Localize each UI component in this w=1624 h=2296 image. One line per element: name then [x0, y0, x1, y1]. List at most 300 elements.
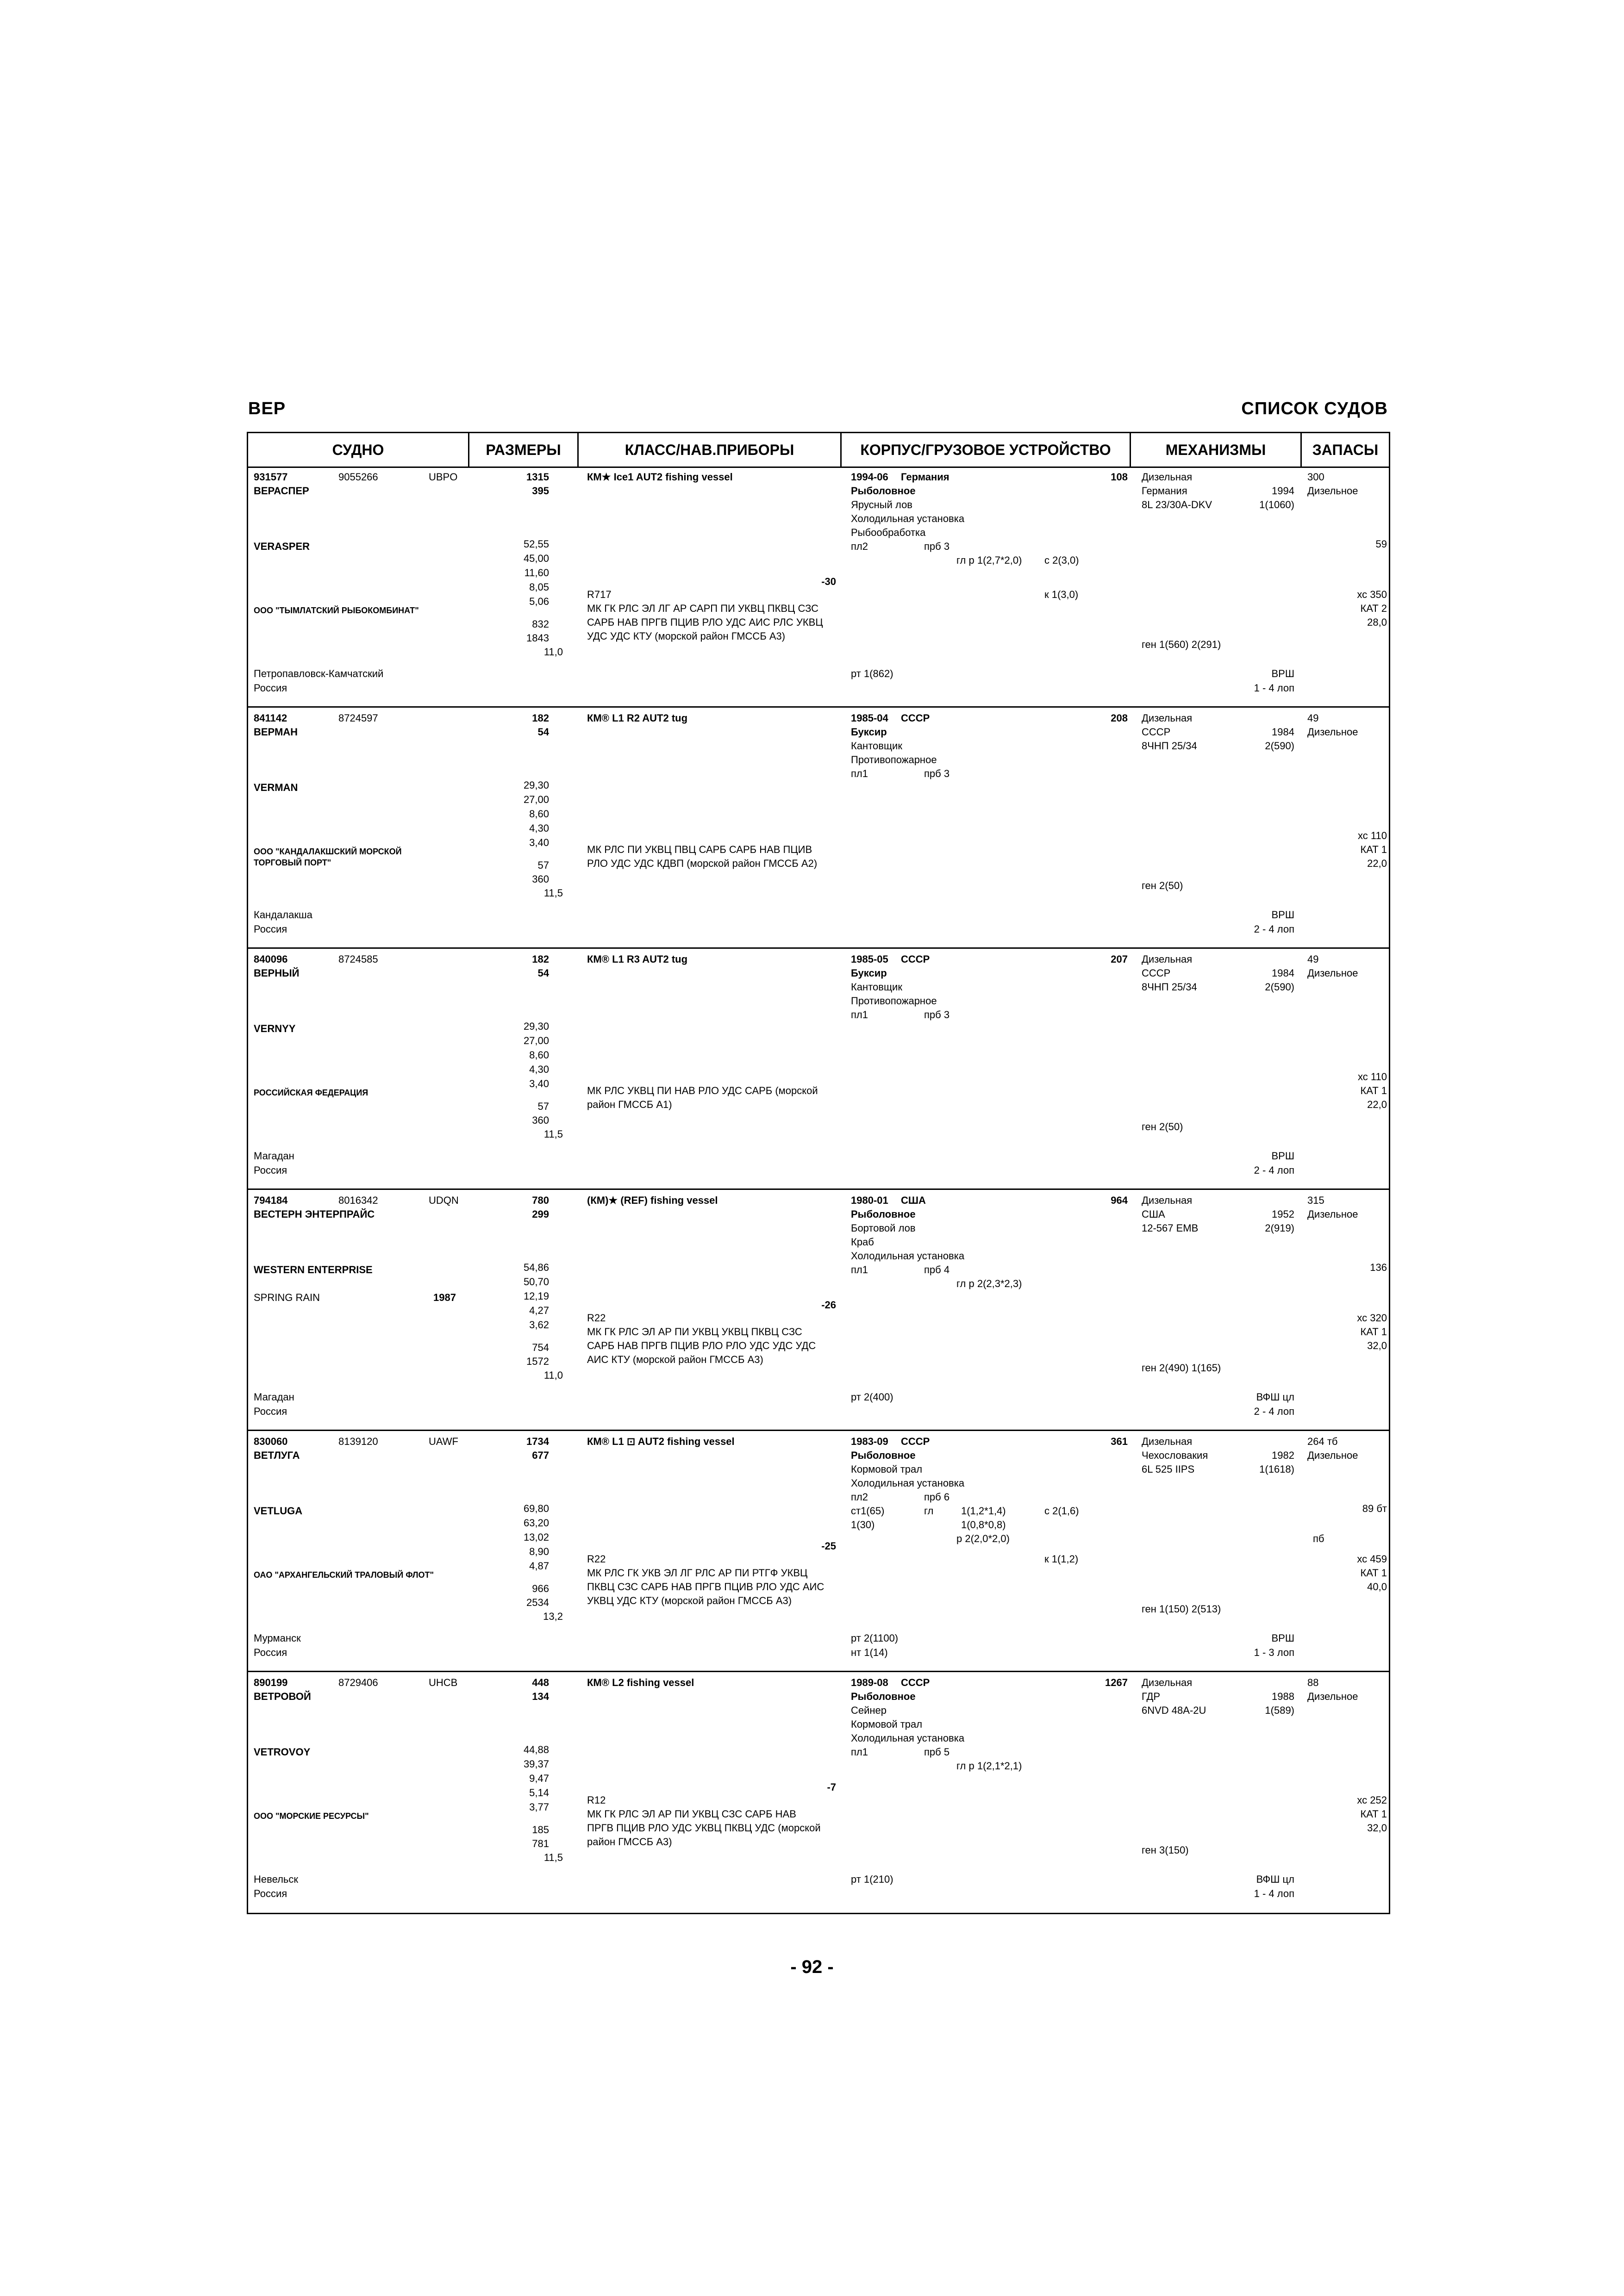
deadweight: 185: [532, 1824, 549, 1836]
port: Петропавловск-Камчатский: [254, 668, 384, 679]
call-sign: UHCB: [429, 1677, 458, 1688]
blades: 2 - 4 лоп: [1254, 1164, 1294, 1176]
ship-type: Противопожарное: [851, 754, 937, 765]
col-header-ship: СУДНО: [332, 442, 384, 458]
deadweight: 57: [537, 859, 549, 871]
ship-type: Рыболовное: [851, 485, 916, 497]
engine-country: Германия: [1142, 485, 1187, 497]
deadweight: 966: [532, 1583, 549, 1594]
fuel-amount: 88: [1307, 1677, 1319, 1688]
fuel-type: Дизельное: [1307, 485, 1358, 497]
dimension-value: 4,27: [529, 1305, 549, 1316]
boat-value: 22,0: [1367, 858, 1387, 869]
boat-info: хс 350: [1357, 589, 1387, 600]
class-notation: КМ® L1 ⊡ AUT2 fishing vessel: [587, 1436, 735, 1447]
blades: 2 - 4 лоп: [1254, 1406, 1294, 1417]
refrigerant: R717: [587, 589, 612, 600]
boat-info: хс 110: [1358, 1071, 1387, 1083]
country: Россия: [254, 1164, 287, 1176]
page-section-code: ВЕР: [248, 399, 286, 418]
generators: ген 2(50): [1142, 880, 1183, 891]
nav-equipment-line: РЛО УДС УДС КДВП (морской район ГМССБ А2): [587, 858, 818, 869]
ship-name-en: WESTERN ENTERPRISE: [254, 1264, 373, 1276]
class-notation: (КМ)★ (REF) fishing vessel: [587, 1195, 718, 1206]
country: Россия: [254, 1406, 287, 1417]
tank: нт 1(14): [851, 1647, 888, 1658]
fuel-extra: 89 бт: [1362, 1503, 1387, 1514]
ship-name-en: VERASPER: [254, 541, 310, 552]
fuel-amount: 315: [1307, 1195, 1324, 1206]
engine-power: 1(589): [1265, 1705, 1294, 1716]
engine-model: 8ЧНП 25/34: [1142, 981, 1197, 993]
dimension-value: 3,40: [529, 1078, 549, 1089]
blades: 2 - 4 лоп: [1254, 923, 1294, 935]
ship-name-ru: ВЕРАСПЕР: [254, 485, 309, 497]
dimension-value: 50,70: [523, 1276, 549, 1288]
page-section-title: СПИСОК СУДОВ: [1241, 399, 1388, 418]
dimension-value: 27,00: [523, 794, 549, 805]
propeller: ВФШ цл: [1256, 1391, 1294, 1403]
gross-tonnage: 182: [532, 712, 549, 724]
ship-type: Холодильная установка: [851, 1477, 965, 1489]
boat-class: КАТ 1: [1360, 1085, 1387, 1096]
nav-equipment-line: МК ГК РЛС ЭЛ АР ПИ УКВЦ СЗС САРБ НАВ: [587, 1808, 796, 1820]
engine-country: ГДР: [1142, 1691, 1161, 1702]
fuel-extra: 59: [1375, 538, 1387, 550]
dimension-value: 3,40: [529, 837, 549, 848]
reg-number: 890199: [254, 1677, 288, 1688]
engine-type: Дизельная: [1142, 1677, 1193, 1688]
crane-info: с 2(3,0): [1044, 554, 1079, 566]
engine-power: 1(1060): [1259, 499, 1294, 510]
capacity: 1843: [526, 632, 549, 644]
call-sign: UDQN: [429, 1195, 459, 1206]
crane-info: с 2(1,6): [1044, 1505, 1079, 1517]
dimension-value: 8,60: [529, 1049, 549, 1061]
nav-equipment-line: УДС УДС КТУ (морской район ГМССБ А3): [587, 630, 786, 642]
build-country: СССР: [901, 712, 930, 724]
speed: 11,0: [543, 1369, 563, 1381]
deck-info: 1(0,8*0,8): [961, 1519, 1006, 1531]
boat-info: хс 320: [1357, 1312, 1387, 1324]
boat-class: КАТ 1: [1360, 1326, 1387, 1338]
speed: 11,5: [543, 1852, 563, 1863]
engine-type: Дизельная: [1142, 471, 1193, 483]
ship-type: Рыболовное: [851, 1450, 916, 1461]
build-date: 1994-06: [851, 471, 888, 483]
dimension-value: 45,00: [523, 553, 549, 564]
ship-record: [248, 708, 1389, 949]
ship-name-ru: ВЕТРОВОЙ: [254, 1691, 311, 1702]
deck-info: прб 4: [924, 1264, 950, 1276]
nav-equipment-line: САРБ НАВ ПРГВ ПЦИВ РЛО УДС АИС РЛС УКВЦ: [587, 616, 823, 628]
owner: ООО "ТЫМЛАТСКИЙ РЫБОКОМБИНАТ": [254, 606, 419, 615]
dimension-value: 39,37: [523, 1758, 549, 1770]
fuel-type: Дизельное: [1307, 967, 1358, 979]
reg-number: 841142: [254, 712, 287, 724]
nav-equipment-line: район ГМССБ А3): [587, 1836, 672, 1848]
ships-table: [247, 432, 1390, 1914]
ship-name-en: VERNYY: [254, 1023, 296, 1034]
ship-type: Холодильная установка: [851, 513, 965, 524]
boat-info: хс 110: [1358, 830, 1387, 841]
fuel-type: Дизельное: [1307, 726, 1358, 738]
imo-number: 8016342: [338, 1195, 378, 1206]
dimension-value: 52,55: [523, 538, 549, 550]
refrigerant: R12: [587, 1794, 606, 1806]
crane: к 1(1,2): [1044, 1553, 1079, 1565]
generators: ген 1(150) 2(513): [1142, 1603, 1221, 1615]
class-notation: КМ® L1 R3 AUT2 tug: [587, 953, 688, 965]
col-header-stores: ЗАПАСЫ: [1312, 442, 1379, 458]
deck-info: пл1: [851, 1746, 868, 1758]
ship-record: [248, 1431, 1389, 1672]
nav-equipment-line: МК РЛС ПИ УКВЦ ПВЦ САРБ САРБ НАВ ПЦИВ: [587, 844, 812, 855]
imo-number: 8139120: [338, 1436, 378, 1447]
dimension-value: 69,80: [523, 1503, 549, 1514]
hatch-info: гл р 1(2,1*2,1): [956, 1760, 1022, 1772]
propeller: ВРШ: [1271, 1632, 1294, 1644]
fuel-type: Дизельное: [1307, 1450, 1358, 1461]
capacity: 1572: [526, 1356, 549, 1367]
net-tonnage: 54: [537, 726, 549, 738]
deck-info: 1(1,2*1,4): [961, 1505, 1006, 1517]
build-country: СССР: [901, 1677, 930, 1688]
owner-line2: ТОРГОВЫЙ ПОРТ": [254, 858, 331, 867]
nav-equipment-line: ПРГВ ПЦИВ РЛО УДС УКВЦ ПКВЦ УДС (морской: [587, 1822, 821, 1834]
dimension-value: 12,19: [523, 1290, 549, 1302]
deadweight: 57: [537, 1101, 549, 1112]
fuel-amount: 264 тб: [1307, 1436, 1338, 1447]
ship-record: [248, 1190, 1389, 1431]
country: Россия: [254, 1888, 287, 1899]
class-notation: КМ® L2 fishing vessel: [587, 1677, 694, 1688]
dimension-value: 4,30: [529, 1064, 549, 1075]
fuel-amount: 49: [1307, 953, 1319, 965]
ship-type: Кормовой трал: [851, 1463, 923, 1475]
speed: 11,5: [543, 1128, 563, 1140]
blades: 1 - 4 лоп: [1254, 1888, 1294, 1899]
boat-value: 40,0: [1367, 1581, 1387, 1593]
deadweight: 754: [532, 1342, 549, 1353]
gross-tonnage: 448: [532, 1677, 549, 1688]
engine-type: Дизельная: [1142, 1436, 1193, 1447]
nav-equipment-line: САРБ НАВ ПРГВ ПЦИВ РЛО РЛО УДС УДС УДС: [587, 1340, 816, 1351]
ship-type: Рыбообработка: [851, 527, 926, 538]
hatch-info: гл р 2(2,3*2,3): [956, 1278, 1022, 1289]
engine-model: 8L 23/30A-DKV: [1142, 499, 1212, 510]
ship-record: [248, 467, 1389, 708]
deck-info: прб 3: [924, 1009, 950, 1020]
port: Мурманск: [254, 1632, 301, 1644]
build-country: СССР: [901, 1436, 930, 1447]
reg-number: 931577: [254, 471, 288, 483]
owner: ОАО "АРХАНГЕЛЬСКИЙ ТРАЛОВЫЙ ФЛОТ": [254, 1570, 434, 1580]
deck-info: прб 3: [924, 768, 950, 779]
engine-type: Дизельная: [1142, 712, 1193, 724]
ship-type: Бортовой лов: [851, 1222, 916, 1234]
ice-temp: -30: [821, 576, 836, 587]
generators: ген 1(560) 2(291): [1142, 639, 1221, 650]
propeller: ВРШ: [1271, 668, 1294, 679]
tank: рт 2(400): [851, 1391, 893, 1403]
port: Магадан: [254, 1150, 294, 1162]
fuel-amount: 49: [1307, 712, 1319, 724]
boat-info: хс 252: [1357, 1794, 1387, 1806]
reg-number: 830060: [254, 1436, 288, 1447]
imo-number: 9055266: [338, 471, 378, 483]
dimension-value: 29,30: [523, 1020, 549, 1032]
engine-country: СССР: [1142, 726, 1171, 738]
port: Магадан: [254, 1391, 294, 1403]
propeller: ВРШ: [1271, 1150, 1294, 1162]
boat-value: 32,0: [1367, 1340, 1387, 1351]
hull-number: 208: [1111, 712, 1128, 724]
refrigerant: R22: [587, 1312, 606, 1324]
net-tonnage: 395: [532, 485, 549, 497]
engine-year: 1984: [1272, 967, 1294, 979]
dimension-value: 8,90: [529, 1546, 549, 1557]
ship-type: Буксир: [851, 726, 887, 738]
ship-type: Кормовой трал: [851, 1718, 923, 1730]
nav-equipment-line: АИС КТУ (морской район ГМССБ А3): [587, 1354, 763, 1365]
dimension-value: 4,30: [529, 822, 549, 834]
fuel-amount: 300: [1307, 471, 1324, 483]
engine-country: СССР: [1142, 967, 1171, 979]
engine-power: 2(919): [1265, 1222, 1294, 1234]
boat-class: КАТ 1: [1360, 1567, 1387, 1579]
gross-tonnage: 182: [532, 953, 549, 965]
ship-name-ru: ВЕРМАН: [254, 726, 298, 738]
engine-year: 1988: [1272, 1691, 1294, 1702]
engine-model: 6L 525 IIPS: [1142, 1463, 1195, 1475]
dimension-value: 4,87: [529, 1560, 549, 1572]
capacity: 2534: [526, 1597, 549, 1608]
hatch-info: гл р 1(2,7*2,0): [956, 554, 1022, 566]
ship-type: Кантовщик: [851, 981, 902, 993]
hull-number: 108: [1111, 471, 1128, 483]
imo-number: 8724597: [338, 712, 378, 724]
capacity: 360: [532, 1114, 549, 1126]
engine-power: 2(590): [1265, 981, 1294, 993]
nav-equipment-line: УКВЦ УДС КТУ (морской район ГМССБ А3): [587, 1595, 792, 1606]
fuel-extra2: пб: [1313, 1533, 1324, 1544]
ice-temp: -7: [827, 1781, 836, 1793]
deck-info: пл2: [851, 541, 868, 552]
owner: ООО "МОРСКИЕ РЕСУРСЫ": [254, 1811, 369, 1821]
build-country: Германия: [901, 471, 949, 483]
nav-equipment-line: МК ГК РЛС ЭЛ АР ПИ УКВЦ УКВЦ ПКВЦ СЗС: [587, 1326, 802, 1338]
boat-info: хс 459: [1357, 1553, 1387, 1565]
engine-type: Дизельная: [1142, 1195, 1193, 1206]
table-header: [248, 433, 1389, 468]
build-date: 1989-08: [851, 1677, 888, 1688]
refrigerant: R22: [587, 1553, 606, 1565]
build-country: США: [901, 1195, 926, 1206]
deck-info: пл1: [851, 768, 868, 779]
dimension-value: 54,86: [523, 1262, 549, 1273]
build-date: 1985-05: [851, 953, 888, 965]
build-date: 1980-01: [851, 1195, 888, 1206]
boat-class: КАТ 1: [1360, 844, 1387, 855]
hull-number: 1267: [1105, 1677, 1128, 1688]
build-date: 1985-04: [851, 712, 888, 724]
ship-name-en: VERMAN: [254, 782, 298, 793]
net-tonnage: 54: [537, 967, 549, 979]
boat-value: 22,0: [1367, 1099, 1387, 1110]
owner: РОССИЙСКАЯ ФЕДЕРАЦИЯ: [254, 1088, 369, 1097]
engine-power: 2(590): [1265, 740, 1294, 752]
dimension-value: 13,02: [523, 1531, 549, 1543]
propeller: ВФШ цл: [1256, 1873, 1294, 1885]
ship-name-ru: ВЕТЛУГА: [254, 1450, 300, 1461]
generators: ген 3(150): [1142, 1844, 1189, 1856]
dimension-value: 29,30: [523, 779, 549, 791]
fuel-type: Дизельное: [1307, 1691, 1358, 1702]
boat-class: КАТ 1: [1360, 1808, 1387, 1820]
dimension-value: 8,05: [529, 581, 549, 593]
ship-type: Холодильная установка: [851, 1732, 965, 1744]
gross-tonnage: 1734: [526, 1436, 549, 1447]
hull-number: 361: [1111, 1436, 1128, 1447]
reg-number: 840096: [254, 953, 288, 965]
deck-info: прб 5: [924, 1746, 950, 1758]
deck-info: ст1(65): [851, 1505, 885, 1517]
ship-type: Рыболовное: [851, 1691, 916, 1702]
ship-type: Кантовщик: [851, 740, 902, 752]
imo-number: 8729406: [338, 1677, 378, 1688]
col-header-dimensions: РАЗМЕРЫ: [486, 442, 561, 458]
deck-info: прб 6: [924, 1491, 950, 1503]
propeller: ВРШ: [1271, 909, 1294, 921]
gross-tonnage: 780: [532, 1195, 549, 1206]
fuel-extra: 136: [1370, 1262, 1387, 1273]
deck-info: пл1: [851, 1009, 868, 1020]
net-tonnage: 134: [532, 1691, 549, 1702]
crane: к 1(3,0): [1044, 589, 1079, 600]
tank: рт 2(1100): [851, 1632, 899, 1644]
ice-temp: -25: [821, 1540, 836, 1552]
nav-equipment-line: район ГМССБ А1): [587, 1099, 672, 1110]
deck-info: 1(30): [851, 1519, 875, 1531]
call-sign: UBPO: [429, 471, 458, 483]
ship-name-ru: ВЕСТЕРН ЭНТЕРПРАЙС: [254, 1208, 375, 1220]
dimension-value: 5,14: [529, 1787, 549, 1798]
ship-name-ru: ВЕРНЫЙ: [254, 967, 300, 979]
page-number: - 92 -: [790, 1957, 834, 1977]
blades: 1 - 4 лоп: [1254, 682, 1294, 694]
engine-year: 1994: [1272, 485, 1294, 497]
class-notation: КМ® L1 R2 AUT2 tug: [587, 712, 688, 724]
ship-name-en: VETROVOY: [254, 1746, 311, 1758]
dimension-value: 9,47: [529, 1773, 549, 1784]
dimension-value: 27,00: [523, 1035, 549, 1046]
dimension-value: 8,60: [529, 808, 549, 820]
col-header-class: КЛАСС/НАВ.ПРИБОРЫ: [625, 442, 794, 458]
boat-class: КАТ 2: [1360, 603, 1387, 614]
deck-info: прб 3: [924, 541, 950, 552]
engine-year: 1982: [1272, 1450, 1294, 1461]
dimension-value: 44,88: [523, 1744, 549, 1755]
country: Россия: [254, 923, 287, 935]
owner: ООО "КАНДАЛАКШСКИЙ МОРСКОЙ: [254, 847, 402, 856]
hull-number: 964: [1111, 1195, 1128, 1206]
boat-value: 32,0: [1367, 1822, 1387, 1834]
engine-model: 6NVD 48A-2U: [1142, 1705, 1206, 1716]
tank: рт 1(210): [851, 1873, 893, 1885]
boat-value: 28,0: [1367, 616, 1387, 628]
hull-number: 207: [1111, 953, 1128, 965]
generators: ген 2(50): [1142, 1121, 1183, 1132]
col-header-hull: КОРПУС/ГРУЗОВОЕ УСТРОЙСТВО: [860, 442, 1111, 458]
engine-year: 1952: [1272, 1208, 1294, 1220]
speed: 11,5: [543, 887, 563, 899]
ship-type: Ярусный лов: [851, 499, 912, 510]
blades: 1 - 3 лоп: [1254, 1647, 1294, 1658]
deck-info: гл: [924, 1505, 934, 1517]
ship-type: Буксир: [851, 967, 887, 979]
deck-info: пл1: [851, 1264, 868, 1276]
engine-model: 8ЧНП 25/34: [1142, 740, 1197, 752]
dimension-value: 5,06: [529, 596, 549, 607]
call-sign: UAWF: [429, 1436, 458, 1447]
gross-tonnage: 1315: [526, 471, 549, 483]
dimension-value: 3,77: [529, 1801, 549, 1813]
ice-temp: -26: [821, 1299, 836, 1311]
ship-name-en: VETLUGA: [254, 1505, 303, 1517]
generators: ген 2(490) 1(165): [1142, 1362, 1221, 1374]
build-country: СССР: [901, 953, 930, 965]
hatch-info: р 2(2,0*2,0): [956, 1533, 1010, 1544]
port: Невельск: [254, 1873, 298, 1885]
imo-number: 8724585: [338, 953, 378, 965]
net-tonnage: 299: [532, 1208, 549, 1220]
capacity: 360: [532, 873, 549, 885]
capacity: 781: [532, 1838, 549, 1849]
ship-record: [248, 1672, 1389, 1913]
nav-equipment-line: МК ГК РЛС ЭЛ ЛГ АР САРП ПИ УКВЦ ПКВЦ СЗС: [587, 603, 819, 614]
ship-type: Сейнер: [851, 1705, 887, 1716]
reg-number: 794184: [254, 1195, 288, 1206]
engine-country: Чехословакия: [1142, 1450, 1208, 1461]
ship-type: Холодильная установка: [851, 1250, 965, 1262]
deck-info: пл2: [851, 1491, 868, 1503]
engine-model: 12-567 EMB: [1142, 1222, 1199, 1234]
former-name: SPRING RAIN: [254, 1292, 320, 1303]
col-header-engines: МЕХАНИЗМЫ: [1165, 442, 1266, 458]
speed: 13,2: [543, 1611, 563, 1622]
nav-equipment-line: МК РЛС УКВЦ ПИ НАВ РЛО УДС САРБ (морской: [587, 1085, 818, 1096]
dimension-value: 11,60: [524, 567, 549, 579]
net-tonnage: 677: [532, 1450, 549, 1461]
nav-equipment-line: ПКВЦ СЗС САРБ НАВ ПРГВ ПЦИВ РЛО УДС АИС: [587, 1581, 824, 1593]
ship-type: Рыболовное: [851, 1208, 916, 1220]
ship-type: Краб: [851, 1236, 874, 1248]
engine-type: Дизельная: [1142, 953, 1193, 965]
ship-record: [248, 949, 1389, 1190]
engine-year: 1984: [1272, 726, 1294, 738]
deadweight: 832: [532, 618, 549, 630]
engine-power: 1(1618): [1259, 1463, 1294, 1475]
speed: 11,0: [543, 646, 563, 658]
class-notation: КМ★ Ice1 AUT2 fishing vessel: [587, 471, 733, 483]
ship-type: Противопожарное: [851, 995, 937, 1007]
build-date: 1983-09: [851, 1436, 888, 1447]
country: Россия: [254, 1647, 287, 1658]
former-year: 1987: [433, 1292, 456, 1303]
dimension-value: 3,62: [529, 1319, 549, 1331]
fuel-type: Дизельное: [1307, 1208, 1358, 1220]
